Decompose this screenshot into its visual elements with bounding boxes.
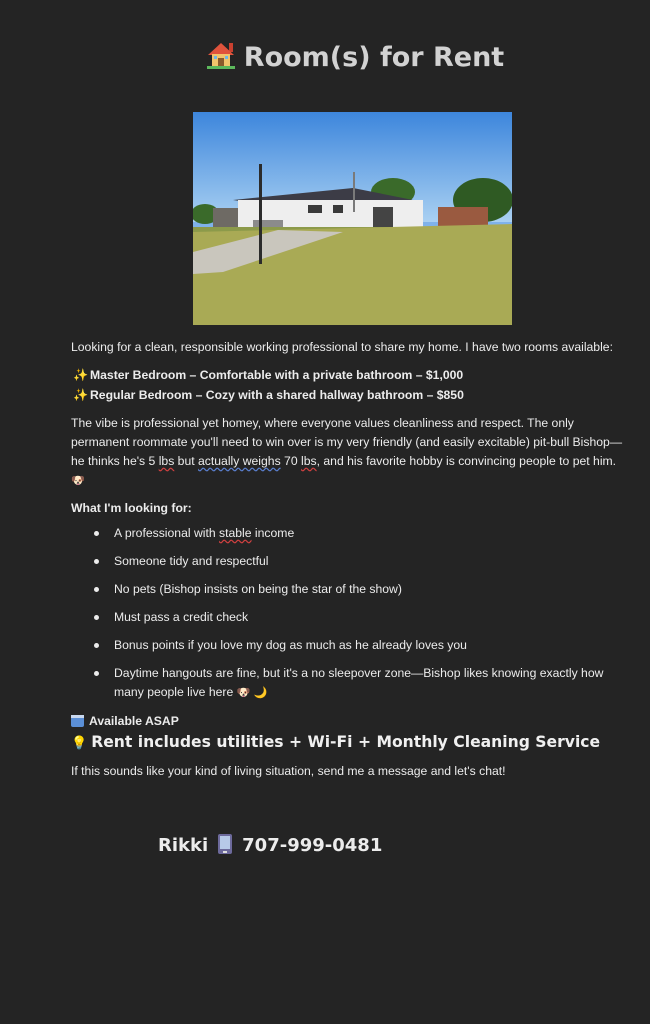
contact-phone[interactable]: 707-999-0481: [242, 835, 383, 856]
page-title: [0, 40, 650, 77]
rent-includes-text: Rent includes utilities + Wi-Fi + Monthly Cleaning Service: [91, 733, 601, 751]
req-text: income: [251, 526, 295, 540]
mobile-phone-icon: [218, 834, 232, 854]
list-item: No pets (Bishop insists on being the star of the show): [71, 580, 633, 599]
list-item: Must pass a credit check: [71, 608, 633, 627]
dog-face-icon: 🐶: [236, 687, 251, 699]
room-master: [71, 365, 633, 385]
vibe-paragraph: [71, 414, 633, 491]
list-item: Someone tidy and respectful: [71, 552, 633, 571]
calendar-icon: [71, 715, 84, 727]
vibe-text-1: The vibe is professional yet homey, where everyone values cleanliness and respect. The only permanent roommate you'll need to win over is my very friendly (and easily excitable) pit-bull Bishop—he thinks he's 5: [71, 416, 623, 468]
title-text: Room(s) for Rent: [243, 42, 505, 73]
intro-text: Looking for a clean, responsible working professional to share my home. I have two rooms available:: [71, 340, 613, 354]
house-with-garden-icon: [206, 40, 236, 77]
vibe-text-3: 70: [280, 454, 302, 468]
available-line: [71, 712, 633, 731]
rent-includes-line: [71, 733, 633, 753]
dog-face-icon: 🐶: [71, 475, 85, 487]
contact-line: [158, 834, 382, 856]
vibe-text-4: , and his favorite hobby is convincing people to pet him.: [316, 454, 617, 468]
available-text: Available ASAP: [89, 714, 179, 728]
house-photo: [193, 112, 512, 325]
light-bulb-icon: 💡: [71, 736, 88, 751]
sparkles-icon: ✨: [73, 388, 89, 402]
room-regular: [71, 385, 633, 405]
looking-heading: What I'm looking for:: [71, 501, 192, 515]
vibe-text-lbs: lbs: [158, 454, 175, 468]
listing-body: [71, 338, 633, 781]
contact-name: Rikki: [158, 835, 209, 856]
list-item: Bonus points if you love my dog as much as he already loves you: [71, 636, 633, 655]
room-master-label: Master Bedroom – Comfortable with a private bathroom – $1,000: [90, 368, 464, 382]
room-regular-label: Regular Bedroom – Cozy with a shared hallway bathroom – $850: [90, 388, 464, 402]
req-text-stable: stable: [219, 526, 252, 540]
requirements-list: [71, 524, 633, 703]
list-item: [71, 524, 633, 543]
crescent-moon-icon: 🌙: [253, 687, 268, 699]
vibe-text-lbs: lbs: [301, 454, 317, 468]
closing-text: If this sounds like your kind of living situation, send me a message and let's chat!: [71, 764, 506, 778]
req-text: Daytime hangouts are fine, but it's a no sleepover zone—Bishop likes knowing exactly how many people live here: [114, 666, 604, 699]
vibe-text-actually: actually weighs: [198, 454, 281, 468]
sparkles-icon: ✨: [73, 368, 89, 382]
vibe-text-2: but: [174, 454, 199, 468]
list-item: [71, 664, 633, 703]
req-text: A professional with: [114, 526, 220, 540]
